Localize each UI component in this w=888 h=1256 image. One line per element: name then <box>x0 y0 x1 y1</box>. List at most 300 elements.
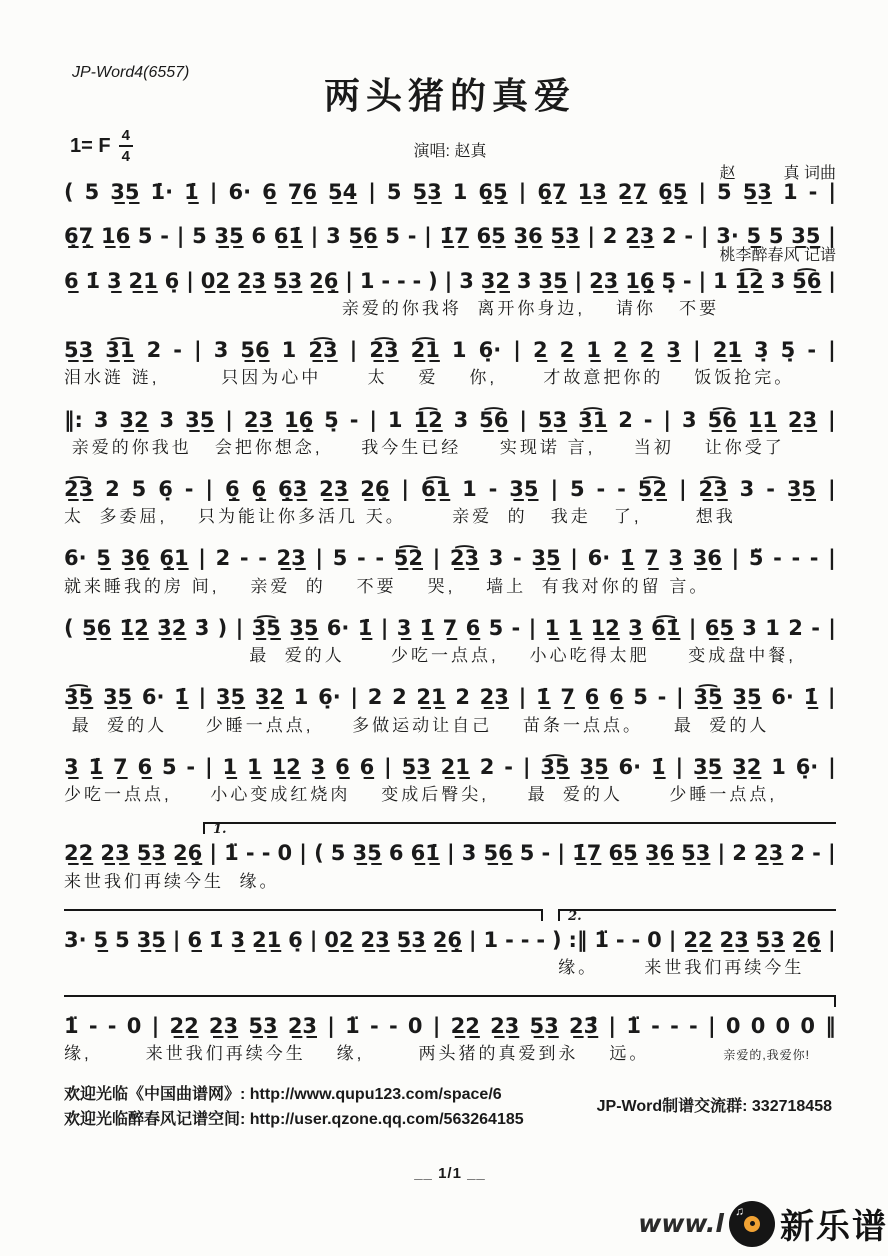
barline: | <box>446 841 455 866</box>
barline: | <box>827 685 836 710</box>
note-token: 5 <box>115 927 130 952</box>
volta-label: 1. <box>212 822 227 838</box>
barline: | <box>587 224 596 249</box>
note-token: 1̈ <box>594 927 609 952</box>
notation-line <box>64 926 836 954</box>
note-token: - <box>173 338 182 363</box>
system-1 <box>64 178 836 206</box>
barline: | <box>574 268 583 293</box>
barline: | <box>349 338 358 363</box>
barline: | <box>209 180 218 204</box>
barline: | <box>205 754 213 779</box>
lyrics-line: 少吃一点点, 小心变成红烧肉 变成后臀尖, 最 爱的人 少睡一点点, <box>64 785 778 805</box>
note-token: 5 <box>633 685 648 710</box>
note-token: 5̲3̲ <box>550 224 580 249</box>
note-token: 3̲5̲ <box>215 685 246 710</box>
note-token: 1̲̇ <box>184 180 199 204</box>
note-token: - <box>812 841 821 866</box>
note-token: 5̲3̲ <box>248 1014 278 1039</box>
note-token: 6̣̲5̣̲ <box>658 180 688 204</box>
note-token: 1̲ <box>567 615 583 640</box>
barline: | <box>380 615 389 640</box>
note-token: 2 <box>455 685 470 710</box>
barline: | <box>676 685 684 710</box>
note-token: 5 <box>161 754 177 779</box>
notation-line <box>64 267 836 295</box>
volta-bracket <box>64 995 836 1010</box>
note-token: 5 <box>488 615 504 640</box>
note-token: 3̲͡5̲ <box>693 685 723 710</box>
note-token: 1̲͡2̲ <box>734 268 764 293</box>
notation-line <box>64 753 836 781</box>
barline: ‖: <box>64 407 83 432</box>
note-token: 3̲6̣̲ <box>120 546 150 571</box>
volta-bracket <box>558 909 836 924</box>
note-token: 1 <box>483 927 499 952</box>
note-token: 1 <box>782 180 798 204</box>
note-token: 5̲͡6̲ <box>479 407 509 432</box>
note-token: 2̲3̲ <box>754 841 784 866</box>
note-token: - <box>505 927 514 952</box>
barline: | <box>692 338 701 363</box>
note-token: 6̣̲7̣̲ <box>64 224 94 249</box>
note-token: - <box>617 477 626 501</box>
music-note-icon: ♫ <box>735 1203 744 1218</box>
note-token: 6 <box>251 224 266 249</box>
time-numerator: 4 <box>119 128 133 147</box>
note-token: 2̲3̲ <box>100 841 130 866</box>
note-token: - <box>349 407 359 432</box>
note-token: 1̲ <box>222 754 238 779</box>
note-token: 3̲5̲ <box>185 407 215 432</box>
note-token: 6̲ <box>584 685 600 710</box>
note-token: - <box>370 1014 379 1039</box>
note-token: 3̲5̲ <box>214 224 244 249</box>
note-token: 0 <box>725 1014 741 1039</box>
note-token: 1̈ <box>64 1014 79 1039</box>
footer-sites <box>64 1082 524 1133</box>
system-3 <box>64 267 836 320</box>
note-token: 2̲͡3̲ <box>698 477 728 501</box>
note-token: 0 <box>407 1014 423 1039</box>
note-token: 5 <box>137 224 153 249</box>
barline: | <box>235 615 244 640</box>
note-token: 6̲͡1̲ <box>421 477 451 501</box>
note-token: 1 <box>359 268 375 293</box>
note-token: 5̲3̲ <box>64 338 94 363</box>
note-token: 5 <box>332 546 348 571</box>
note-token: 0 <box>800 1014 816 1039</box>
note-token: 6̲ <box>64 268 79 293</box>
note-token: 2̲1̲ <box>128 268 158 293</box>
note-token: 3 <box>159 407 175 432</box>
note-token: 5̲ <box>93 927 109 952</box>
note-token: 6̲5̲ <box>476 224 506 249</box>
note-token: 3̲6̲ <box>513 224 543 249</box>
note-token: 6̲ <box>359 754 375 779</box>
note-token: 2̲ <box>612 338 628 363</box>
note-token: ( <box>64 180 74 204</box>
note-token: 3̲5̲ <box>531 546 561 571</box>
note-token: 3 <box>93 407 109 432</box>
note-token: 3̲5̲ <box>289 615 319 640</box>
note-token: 0 <box>775 1014 791 1039</box>
note-token: - <box>245 841 255 866</box>
barline: | <box>198 685 207 710</box>
note-token: 3̲5̲ <box>509 477 539 501</box>
note-token: 2̲1̲ <box>712 338 742 363</box>
note-token: 1̲2̲ <box>271 754 301 779</box>
note-token: 6̲ <box>335 754 350 779</box>
note-token: 3 <box>326 224 341 249</box>
note-token: 2̲͡3̲ <box>64 477 94 501</box>
note-token: - <box>520 927 530 952</box>
note-token: 3 <box>516 268 532 293</box>
qq-group-label: JP-Word制谱交流群: 332718458 <box>596 1098 832 1116</box>
note-token: 1̲6̲ <box>100 224 131 249</box>
note-token: 6̲͡1̲̇ <box>651 615 681 640</box>
note-token: 2̲3̲̑ <box>568 1014 599 1039</box>
barline: | <box>205 477 214 501</box>
note-token: 6̣· <box>318 685 341 710</box>
note-token: 5 <box>84 180 100 204</box>
note-token: 2̲3̲ <box>589 268 619 293</box>
note-token: 1̲ <box>586 338 601 363</box>
barline: | <box>209 841 218 866</box>
note-token: - <box>184 477 194 501</box>
note-token: 1̇· <box>150 180 174 204</box>
note-token: ) <box>217 615 228 640</box>
barline: | <box>828 754 836 779</box>
note-token: 1̲̇ <box>419 615 435 640</box>
note-token: 2̲3̲ <box>719 927 749 952</box>
note-token: 2 <box>662 224 677 249</box>
note-token: - <box>511 615 521 640</box>
barline: | <box>570 546 578 571</box>
barline: | <box>528 615 537 640</box>
note-token: 1̲̇ <box>535 685 551 710</box>
barline: | <box>198 546 206 571</box>
note-token: 2̲1̲ <box>440 754 470 779</box>
note-token: 5 <box>330 841 346 866</box>
note-token: 1̲3̲ <box>577 180 607 204</box>
note-token: 5 <box>131 477 147 501</box>
system-6 <box>64 475 836 528</box>
note-token: 1̲6̣̲ <box>625 268 655 293</box>
site-link-2: 欢迎光临醉春风记谱空间: http://user.qzone.qq.com/563264185 <box>64 1111 524 1129</box>
barline: | <box>368 180 376 204</box>
note-token: 5̣ <box>780 338 796 363</box>
note-token: 3 <box>213 338 229 363</box>
note-token: 2 <box>215 546 231 571</box>
note-token: 3̲6̲ <box>644 841 675 866</box>
note-token: 6̲5̲ <box>704 615 734 640</box>
note-token: 7̲6̲ <box>287 180 317 204</box>
note-token: - <box>808 180 818 204</box>
note-token: 5̲3̲ <box>537 407 568 432</box>
note-token: 5̲6̲ <box>348 224 378 249</box>
note-token: 6̣̲ <box>251 477 267 501</box>
note-token: 5̲4̲ <box>327 180 358 204</box>
note-token: 2̲3̲ <box>787 407 818 432</box>
note-token: 5̲3̲ <box>742 180 772 204</box>
note-token: 3̲2̲ <box>254 685 285 710</box>
note-token: 5̲͡2̲ <box>393 546 423 571</box>
barline: | <box>698 180 707 204</box>
system-8 <box>64 614 836 667</box>
note-token: 6̲ <box>262 180 277 204</box>
note-token: - <box>541 841 551 866</box>
note-token: 1̇ <box>85 268 101 293</box>
note-token: 6̣ <box>164 268 180 293</box>
footer <box>64 1082 836 1133</box>
barline: | <box>518 685 527 710</box>
note-token: 1̲6̣̲ <box>283 407 314 432</box>
note-token: 6̲1̲̇ <box>273 224 303 249</box>
note-token: 1̇ <box>208 927 224 952</box>
note-token: 2̲3̲ <box>360 927 390 952</box>
note-token: 5̲6̲ <box>483 841 513 866</box>
note-token: 3 <box>461 841 477 866</box>
notation-line <box>64 683 836 711</box>
note-token: 2 <box>788 615 803 640</box>
lyrics-line: 就来睡我的房 间, 亲爱 的 不要 哭, 墙上 有我对你的留 言。 <box>64 576 710 596</box>
note-token: 2 <box>146 338 162 363</box>
volta-bracket <box>64 909 543 924</box>
note-token: 6· <box>326 615 350 640</box>
note-token: 3̲ <box>107 268 122 293</box>
lyrics-line: 亲爱的你我也 会把你想念, 我今生已经 实现诺 言, 当初 让你受了 <box>71 437 785 457</box>
record-hole <box>750 1221 755 1226</box>
barline: | <box>345 268 353 293</box>
note-token: 3 <box>739 477 755 501</box>
note-token: 3 <box>488 546 504 571</box>
note-token: 5̲6̲ <box>81 615 112 640</box>
note-token: 1 <box>765 615 780 640</box>
watermark-url: www.l <box>638 1209 724 1238</box>
note-token: 3· <box>716 224 739 249</box>
notation-line <box>64 475 836 503</box>
note-token: 1 <box>451 338 467 363</box>
note-token: 1̲̇7̲ <box>572 841 602 866</box>
note-token: 2̲3̲ <box>276 546 306 571</box>
note-token: 7̲ <box>560 685 575 710</box>
note-token: 2̲3̲ <box>287 1014 318 1039</box>
note-token: 6̣ <box>158 477 173 501</box>
note-token: 5̲3̲ <box>412 180 442 204</box>
note-token: 2̲2̲ <box>450 1014 480 1039</box>
note-token: 6̣ <box>288 927 303 952</box>
note-token: 3̲2̲ <box>480 268 510 293</box>
note-token: 2̲3̲ <box>490 1014 520 1039</box>
note-token: 6· <box>141 685 165 710</box>
note-token: 5 <box>385 224 400 249</box>
barline: | <box>700 224 709 249</box>
note-token: - <box>186 754 196 779</box>
note-token: 1̲̇7̲ <box>439 224 469 249</box>
system-4 <box>64 336 836 389</box>
note-token: 5 <box>192 224 207 249</box>
note-token: 2 <box>367 685 383 710</box>
note-token: 2̲2̲ <box>683 927 713 952</box>
note-token: 6̣̲3̲ <box>278 477 308 501</box>
lyrics-line: 泪水涟 涟, 只因为心中 太 爱 你, 才故意把你的 饭饭抢完。 <box>64 368 795 388</box>
note-token: 3̲͡5̲ <box>64 685 94 710</box>
note-token: 2̲1̲ <box>252 927 282 952</box>
note-token: 6̣̲1̲ <box>159 546 189 571</box>
vinyl-record-icon <box>729 1201 775 1247</box>
note-token: 3̲2̲ <box>732 754 762 779</box>
note-token: 5̲3̲ <box>396 927 426 952</box>
barline: | <box>176 224 185 249</box>
note-token: 2̲3̲ <box>625 224 655 249</box>
performer-label: 演唱: 赵真 <box>413 143 487 160</box>
note-token: 0 <box>126 1014 142 1039</box>
barline: | <box>678 477 687 501</box>
note-token: 1̈ <box>224 841 239 866</box>
barline: | <box>369 407 377 432</box>
note-token: - <box>651 1014 660 1039</box>
note-token: 3̇ <box>194 615 210 640</box>
note-token: 1̲͡2̲ <box>413 407 443 432</box>
barline: | <box>675 754 684 779</box>
note-token: - <box>357 546 366 571</box>
barline: | <box>432 546 441 571</box>
barline: | <box>663 407 672 432</box>
note-token: 1̲̇ <box>88 754 104 779</box>
barline: | <box>519 407 527 432</box>
watermark <box>638 1199 888 1248</box>
notation-line <box>64 406 836 434</box>
note-token: 6̣̲5̣̲ <box>478 180 508 204</box>
note-token: 3̲5̲ <box>102 685 133 710</box>
note-token: 6̲1̲̇ <box>410 841 440 866</box>
note-token: - <box>388 1014 398 1039</box>
note-token: - <box>488 477 498 501</box>
note-token: ( <box>314 841 324 866</box>
site-link-1: 欢迎光临《中国曲谱网》: http://www.qupu123.com/space/6 <box>64 1085 502 1103</box>
note-token: 0 <box>277 841 293 866</box>
note-token: 2 <box>105 477 120 501</box>
note-token: 1̈ <box>626 1014 641 1039</box>
barline: | <box>731 546 740 571</box>
note-token: 2̲7̣̲ <box>617 180 648 204</box>
barline: | <box>432 1014 441 1039</box>
note-token: 5̲3̲ <box>681 841 711 866</box>
barline: | <box>522 754 531 779</box>
note-token: 5̣ <box>324 407 339 432</box>
system-13 <box>64 995 836 1065</box>
lyrics-aside: 亲爱的,我爱你! <box>723 1047 810 1062</box>
system-10 <box>64 753 836 806</box>
note-token: 3̲ <box>666 338 681 363</box>
note-token: 0̲2̲ <box>200 268 230 293</box>
note-token: 5 <box>717 180 732 204</box>
barline: | <box>151 1014 160 1039</box>
note-token: - <box>160 224 169 249</box>
note-token: 2̲6̣̲ <box>360 477 390 501</box>
note-token: 3 <box>453 407 469 432</box>
barline: | <box>194 338 202 363</box>
note-token: 5 <box>519 841 535 866</box>
system-11 <box>64 822 836 892</box>
note-token: 1̲̇ <box>357 615 373 640</box>
time-denominator: 4 <box>121 148 130 165</box>
note-token: 2̲͡3̲ <box>308 338 338 363</box>
note-token: 5̈ <box>748 546 764 571</box>
note-token: - <box>684 224 694 249</box>
note-token: - <box>258 546 267 571</box>
note-token: 5 <box>768 224 784 249</box>
lyrics-line: 太 多委屈, 只为能让你多活几 天。 亲爱 的 我走 了, 想我 <box>64 507 736 527</box>
note-token: 3̲5̲ <box>791 224 821 249</box>
song-title: 两头猪的真爱 <box>323 75 576 116</box>
note-token: 6· <box>64 546 87 571</box>
key-label: 1= F <box>70 134 111 157</box>
note-token: 7̲ <box>442 615 458 640</box>
note-token: - <box>643 407 653 432</box>
note-token: 2̲2̲ <box>169 1014 199 1039</box>
barline: | <box>310 224 319 249</box>
note-token: 3 <box>682 407 697 432</box>
barline: | <box>557 841 566 866</box>
notation-line <box>64 1012 836 1040</box>
barline: | <box>315 546 324 571</box>
note-token: ( <box>64 615 74 640</box>
barline: | <box>225 407 233 432</box>
note-token: - <box>107 1014 117 1039</box>
system-9 <box>64 683 836 736</box>
note-token: 1̲̇ <box>619 546 635 571</box>
note-token: 5 <box>570 477 585 501</box>
barline: | <box>327 1014 335 1039</box>
barline: | <box>698 268 707 293</box>
note-token: 3̲͡5̲ <box>540 754 570 779</box>
note-token: 2 <box>602 224 618 249</box>
note-token: - <box>809 546 819 571</box>
barline: | <box>668 927 677 952</box>
barline: | <box>299 841 307 866</box>
note-token: 2̲3̲ <box>243 407 274 432</box>
note-token: 7̲ <box>644 546 659 571</box>
note-token: 1 <box>281 338 297 363</box>
note-token: 5 <box>386 180 402 204</box>
system-7 <box>64 544 836 597</box>
note-token: 1̲̇ <box>651 754 666 779</box>
note-token: 2̲6̣̲ <box>309 268 339 293</box>
note-token: - <box>261 841 271 866</box>
barline: | <box>828 546 836 571</box>
note-token: 6 <box>388 841 404 866</box>
note-token: - <box>791 546 801 571</box>
note-token: 3 <box>459 268 474 293</box>
barline: | <box>827 477 836 501</box>
note-token: 3̲5̲ <box>579 754 609 779</box>
note-token: - <box>773 546 782 571</box>
note-token: 3̲5̲ <box>786 477 817 501</box>
note-token: 5̲ <box>96 546 111 571</box>
note-token: - <box>239 546 249 571</box>
system-5 <box>64 406 836 459</box>
notation-line <box>64 839 836 867</box>
note-token: - <box>807 338 817 363</box>
note-token: 5̲6̲ <box>240 338 270 363</box>
note-token: 6̣· <box>795 754 819 779</box>
barline: | <box>468 927 477 952</box>
note-token: 3 <box>770 268 786 293</box>
note-token: 5̲3̲ <box>755 927 785 952</box>
barline: | <box>828 180 836 204</box>
